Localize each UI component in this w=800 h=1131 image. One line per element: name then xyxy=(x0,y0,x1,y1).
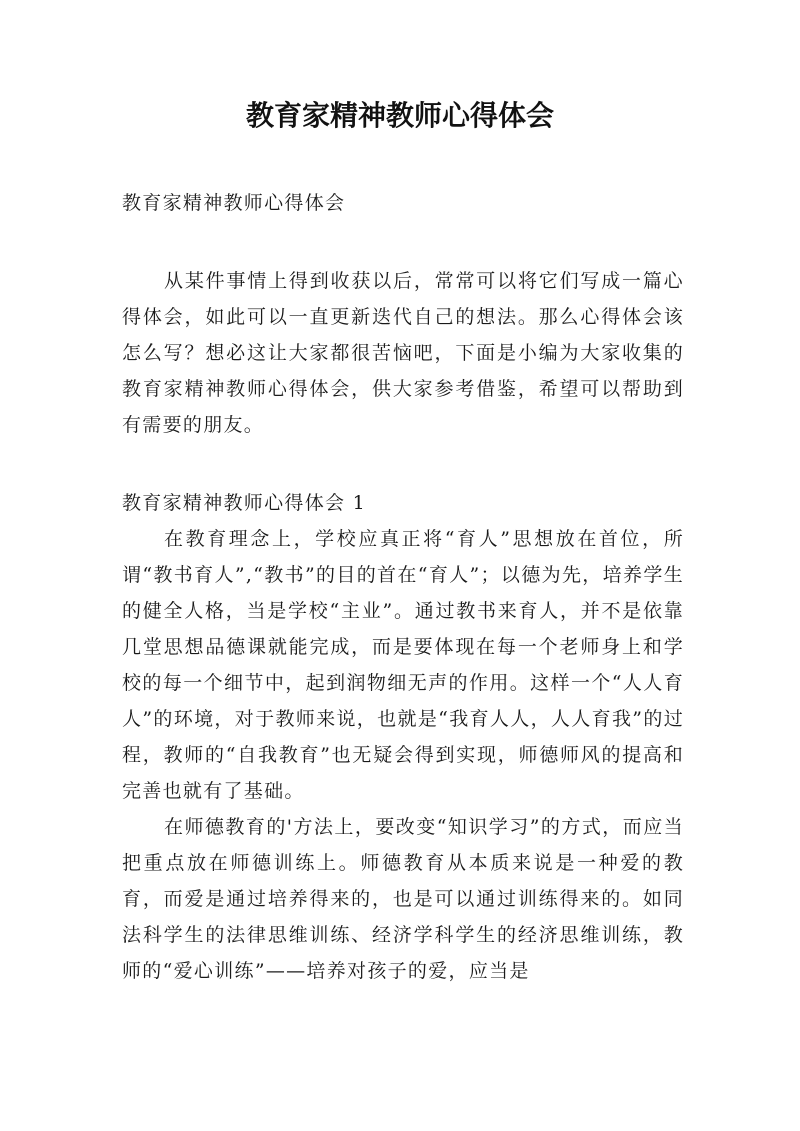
document-title: 教育家精神教师心得体会 xyxy=(245,99,554,132)
body-paragraph-1: 在教育理念上，学校应真正将“育人”思想放在首位，所谓“教书育人”,“教书”的目的首在“育人”；以德为先，培养学生的健全人格，当是学校“主业”。通过教书来育人，并不是依靠几堂思想品德课就能完成，而是要体现在每一个老师身上和学校的每一个细节中，起到润物细无声的作用。这样一个“人人育人”的环境，对于教师来说，也就是“我育人人，人人育我”的过程，教师的“自我教育”也无疑会得到实现，师德师风的提高和完善也就有了基础。 xyxy=(122,528,684,802)
document-body xyxy=(122,185,684,989)
body-paragraph-2: 在师德教育的'方法上，要改变“知识学习”的方式，而应当把重点放在师德训练上。师德教育从本质来说是一种爱的教育，而爱是通过培养得来的，也是可以通过训练得来的。如同法科学生的法律思维训练、经济学科学生的经济思维训练，教师的“爱心训练”——培养对孩子的爱，应当是 xyxy=(122,816,684,982)
intro-paragraph: 从某件事情上得到收获以后，常常可以将它们写成一篇心得体会，如此可以一直更新迭代自己的想法。那么心得体会该怎么写？想必这让大家都很苦恼吧，下面是小编为大家收集的教育家精神教师心得体会，供大家参考借鉴，希望可以帮助到有需要的朋友。 xyxy=(122,270,684,436)
section-heading: 教育家精神教师心得体会 1 xyxy=(122,492,367,514)
document-subtitle: 教育家精神教师心得体会 xyxy=(122,192,346,214)
